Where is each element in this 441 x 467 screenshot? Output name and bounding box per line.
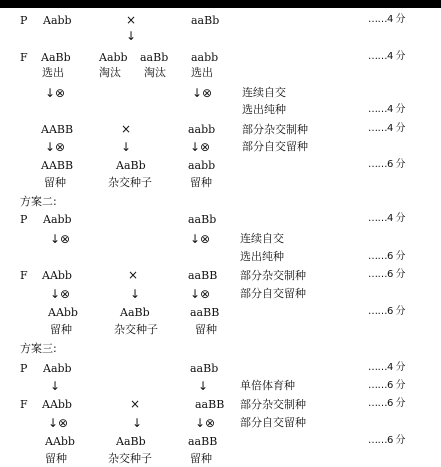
cross-symbol: × [121, 122, 132, 136]
parent-right: aaBb [191, 14, 220, 27]
score: ……6 分 [368, 159, 406, 170]
offspring-genotype: Aabb [99, 51, 128, 64]
result-genotype: AaBb [116, 435, 146, 448]
parent-left: Aabb [43, 213, 72, 226]
self-cross-arrow: ↓⊗ [45, 140, 66, 154]
score: ……6 分 [368, 435, 406, 446]
result-genotype: AABB [41, 159, 74, 172]
note: 连续自交 [242, 86, 286, 99]
p-label: P [20, 14, 28, 27]
self-cross-arrow: ↓⊗ [50, 287, 71, 301]
self-cross-arrow: ↓⊗ [190, 287, 211, 301]
cross-symbol: × [126, 13, 137, 27]
p-label: P [20, 362, 28, 375]
self-cross-arrow: ↓⊗ [45, 86, 66, 100]
down-arrow: ↓ [132, 416, 143, 430]
pure-genotype: AAbb [42, 398, 72, 411]
down-arrow: ↓ [126, 29, 137, 43]
result-label: 杂交种子 [108, 452, 152, 465]
note: 部分自交留种 [242, 140, 308, 153]
result-genotype: AAbb [48, 306, 78, 319]
action-label: 淘汰 [144, 66, 166, 79]
score: ……6 分 [368, 306, 406, 317]
offspring-genotype: AaBb [41, 51, 71, 64]
note: 选出纯种 [240, 250, 284, 263]
score: ……4 分 [368, 213, 406, 224]
result-label: 留种 [190, 176, 212, 189]
score: ……6 分 [368, 398, 406, 409]
parent-right: aaBb [188, 213, 217, 226]
note: 单倍体育种 [240, 379, 295, 392]
result-genotype: aabb [188, 159, 216, 172]
score: ……6 分 [368, 380, 406, 391]
result-label: 留种 [44, 176, 66, 189]
score: ……4 分 [368, 104, 406, 115]
parent-left: Aabb [43, 362, 72, 375]
self-cross-arrow: ↓⊗ [195, 416, 216, 430]
result-label: 留种 [50, 323, 72, 336]
note: 部分杂交制种 [240, 398, 306, 411]
pure-genotype: aaBB [195, 398, 225, 411]
pure-genotype: AAbb [42, 269, 72, 282]
action-label: 选出 [42, 66, 64, 79]
self-cross-arrow: ↓⊗ [50, 232, 71, 246]
parent-left: Aabb [43, 14, 72, 27]
down-arrow: ↓ [50, 379, 61, 393]
score: ……6 分 [368, 251, 406, 262]
f-label: F [20, 269, 28, 282]
offspring-genotype: aaBb [140, 51, 169, 64]
parent-right: aaBb [190, 362, 219, 375]
self-cross-arrow: ↓⊗ [48, 416, 69, 430]
score: ……4 分 [368, 51, 406, 62]
down-arrow: ↓ [130, 287, 141, 301]
scheme-heading: 方案三: [20, 342, 57, 355]
down-arrow: ↓ [121, 140, 132, 154]
result-label: 留种 [45, 452, 67, 465]
note: 部分杂交制种 [240, 269, 306, 282]
result-genotype: aaBB [188, 435, 218, 448]
cross-symbol: × [128, 268, 139, 282]
offspring-genotype: aabb [191, 51, 219, 64]
result-genotype: AaBb [116, 159, 146, 172]
f-label: F [20, 51, 28, 64]
p-label: P [20, 213, 28, 226]
down-arrow: ↓ [198, 379, 209, 393]
self-cross-arrow: ↓⊗ [192, 86, 213, 100]
result-genotype: aaBB [190, 306, 220, 319]
note: 选出纯种 [242, 103, 286, 116]
result-label: 留种 [195, 323, 217, 336]
action-label: 淘汰 [99, 66, 121, 79]
result-label: 留种 [190, 452, 212, 465]
result-genotype: AAbb [45, 435, 75, 448]
result-label: 杂交种子 [114, 323, 158, 336]
cross-symbol: × [130, 397, 141, 411]
note: 部分杂交制种 [242, 123, 308, 136]
score: ……4 分 [368, 123, 406, 134]
pure-genotype: aaBB [188, 269, 218, 282]
result-label: 杂交种子 [108, 176, 152, 189]
result-genotype: AaBb [120, 306, 150, 319]
score: ……4 分 [368, 14, 406, 25]
pure-genotype: aabb [188, 123, 216, 136]
note: 连续自交 [240, 232, 284, 245]
scheme-heading: 方案二: [20, 195, 57, 208]
score: ……6 分 [368, 269, 406, 280]
note: 部分自交留种 [240, 416, 306, 429]
top-edge-bar [0, 0, 441, 8]
f-label: F [20, 398, 28, 411]
note: 部分自交留种 [240, 287, 306, 300]
action-label: 选出 [191, 66, 213, 79]
self-cross-arrow: ↓⊗ [190, 140, 211, 154]
pure-genotype: AABB [41, 123, 74, 136]
self-cross-arrow: ↓⊗ [190, 232, 211, 246]
score: ……4 分 [368, 362, 406, 373]
